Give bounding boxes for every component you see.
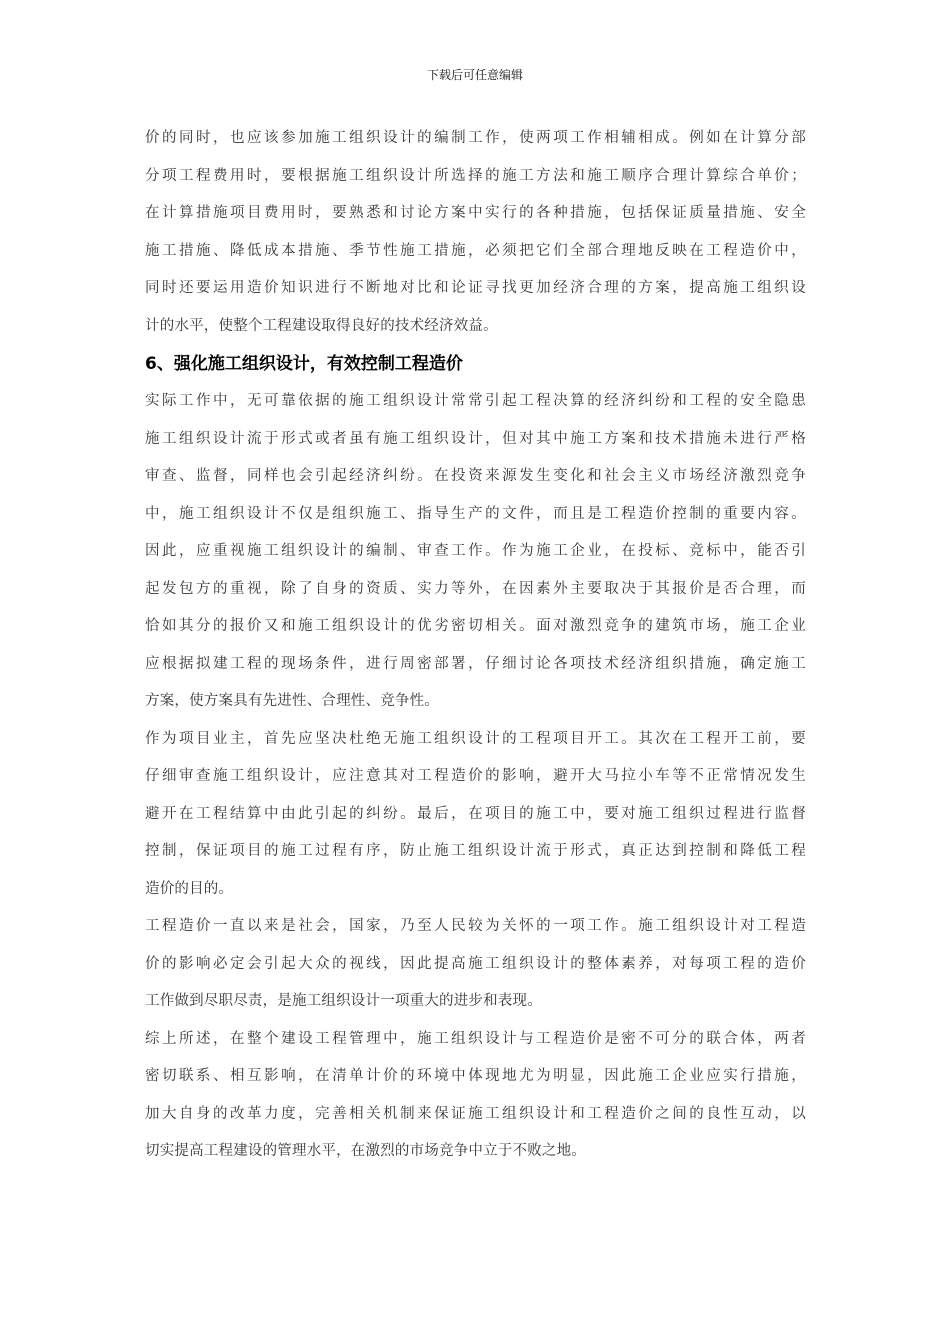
text-line: 计的水平，使整个工程建设取得良好的技术经济效益。 [145,317,498,334]
paragraph-2 [145,383,806,721]
text-line: 应根据拟建工程的现场条件，进行周密部署，仔细讨论各项技术经济组织措施，确定施工 [145,655,806,672]
text-line: 作为项目业主，首先应坚决杜绝无施工组织设计的工程项目开工。其次在工程开工前，要 [145,730,806,747]
text-line: 切实提高工程建设的管理水平，在激烈的市场竞争中立于不败之地。 [145,1143,586,1159]
paragraph-5 [145,1021,806,1171]
text-line: 起发包方的重视，除了自身的资质、实力等外，在因素外主要取决于其报价是否合理，而 [145,580,806,597]
text-line: 控制，保证项目的施工过程有序，防止施工组织设计流于形式，真正达到控制和降低工程 [145,843,806,859]
paragraph-3 [145,721,806,909]
document-body [145,120,806,1171]
text-line: 价的同时，也应该参加施工组织设计的编制工作，使两项工作相辅相成。例如在计算分部 [145,130,806,146]
text-line: 仔细审查施工组织设计，应注意其对工程造价的影响，避开大马拉小车等不正常情况发生 [145,768,806,784]
page-header: 下载后可任意编辑 [426,68,523,82]
text-line: 价的影响必定会引起大众的视线，因此提高施工组织设计的整体素养，对每项工程的造价 [145,955,806,972]
text-line: 恰如其分的报价又和施工组织设计的优劣密切相关。面对激烈竞争的建筑市场，施工企业 [145,618,806,634]
text-line: 因此，应重视施工组织设计的编制、审查工作。作为施工企业，在投标、竞标中，能否引 [145,543,806,559]
text-line: 避开在工程结算中由此引起的纠纷。最后，在项目的施工中，要对施工组织过程进行监督 [145,805,806,822]
text-line: 施工措施、降低成本措施、季节性施工措施，必须把它们全部合理地反映在工程造价中， [145,242,806,259]
text-line: 同时还要运用造价知识进行不断地对比和论证寻找更加经济合理的方案，提高施工组织设 [145,280,806,296]
text-line: 工程造价一直以来是社会，国家，乃至人民较为关怀的一项工作。施工组织设计对工程造 [145,918,806,934]
text-line: 密切联系、相互影响，在清单计价的环境中体现地尤为明显，因此施工企业应实行措施， [145,1068,806,1084]
text-line: 加大自身的改革力度，完善相关机制来保证施工组织设计和工程造价之间的良性互动，以 [145,1105,806,1122]
text-line: 分项工程费用时，要根据施工组织设计所选择的施工方法和施工顺序合理计算综合单价； [145,167,806,184]
text-line: 中，施工组织设计不仅是组织施工、指导生产的文件，而且是工程造价控制的重要内容。 [145,505,806,522]
text-line: 方案，使方案具有先进性、合理性、竞争性。 [145,693,439,709]
text-line: 在计算措施项目费用时，要熟悉和讨论方案中实行的各种措施，包括保证质量措施、安全 [145,205,806,221]
text-line: 审查、监督，同样也会引起经济纠纷。在投资来源发生变化和社会主义市场经济激烈竞争 [145,468,806,484]
paragraph-1 [145,120,806,345]
text-line: 综上所述，在整个建设工程管理中，施工组织设计与工程造价是密不可分的联合体，两者 [145,1030,806,1047]
text-line: 工作做到尽职尽责，是施工组织设计一项重大的进步和表现。 [145,993,542,1009]
text-line: 实际工作中，无可靠依据的施工组织设计常常引起工程决算的经济纠纷和工程的安全隐患 [145,393,806,409]
paragraph-4 [145,908,806,1021]
text-line: 施工组织设计流于形式或者虽有施工组织设计，但对其中施工方案和技术措施未进行严格 [145,430,806,447]
text-line: 造价的目的。 [145,880,234,897]
section-heading: 6、强化施工组织设计，有效控制工程造价 [145,354,463,374]
